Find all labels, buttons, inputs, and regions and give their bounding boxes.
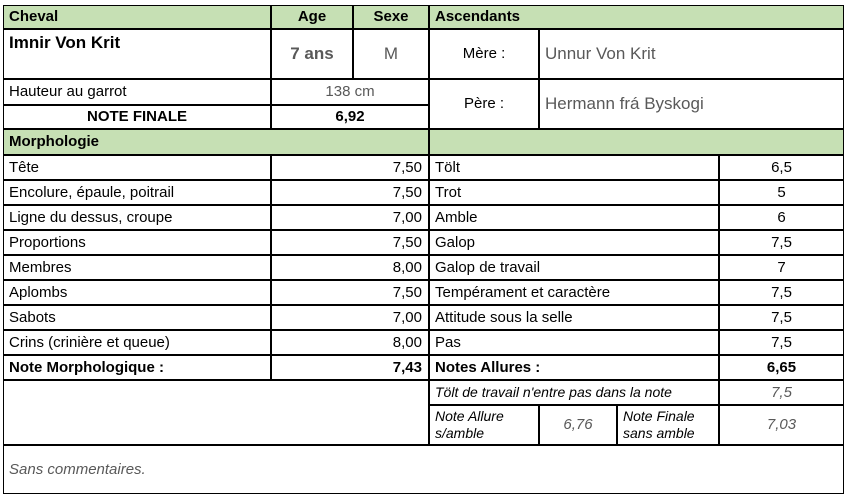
horse-age: 7 ans [271, 29, 353, 79]
allure-row-value: 7 [719, 255, 844, 280]
allure-row-label: Tölt [429, 155, 719, 180]
allure-row-value: 5 [719, 180, 844, 205]
morpho-row-label: Ligne du dessus, croupe [3, 205, 271, 230]
hauteur-value: 138 cm [271, 79, 429, 105]
mere-label: Mère : [429, 29, 539, 79]
morpho-row-value: 7,00 [271, 305, 429, 330]
finale-sans-amble-label: Note Finale sans amble [617, 405, 719, 445]
allures-total-label: Notes Allures : [429, 355, 719, 380]
morpho-row-label: Crins (crinière et queue) [3, 330, 271, 355]
morpho-row-value: 8,00 [271, 330, 429, 355]
allure-row-value: 6,5 [719, 155, 844, 180]
morpho-row-label: Membres [3, 255, 271, 280]
allure-row-label: Galop de travail [429, 255, 719, 280]
note-finale-label: NOTE FINALE [3, 105, 271, 129]
morpho-total-value: 7,43 [271, 355, 429, 380]
morpho-row-label: Aplombs [3, 280, 271, 305]
morpho-row-value: 7,00 [271, 205, 429, 230]
morpho-row-value: 7,50 [271, 180, 429, 205]
finale-sans-amble-value: 7,03 [719, 405, 844, 445]
horse-sexe: M [353, 29, 429, 79]
pere-label: Père : [429, 79, 539, 129]
allures-header-blank [429, 129, 844, 155]
morpho-row-value: 7,50 [271, 230, 429, 255]
tolt-travail-value: 7,5 [719, 380, 844, 405]
hauteur-label: Hauteur au garrot [3, 79, 271, 105]
morpho-total-label: Note Morphologique : [3, 355, 271, 380]
tolt-travail-label: Tölt de travail n'entre pas dans la note [429, 380, 719, 405]
header-cheval: Cheval [3, 5, 271, 29]
sans-amble-value: 6,76 [539, 405, 617, 445]
morpho-row-value: 7,50 [271, 155, 429, 180]
horse-name: Imnir Von Krit [3, 29, 271, 79]
allure-row-label: Galop [429, 230, 719, 255]
morpho-row-label: Tête [3, 155, 271, 180]
allure-row-value: 7,5 [719, 230, 844, 255]
allure-row-label: Tempérament et caractère [429, 280, 719, 305]
allure-row-label: Amble [429, 205, 719, 230]
allure-row-value: 7,5 [719, 330, 844, 355]
pere-name: Hermann frá Byskogi [539, 79, 844, 129]
note-finale-value: 6,92 [271, 105, 429, 129]
morpho-row-label: Proportions [3, 230, 271, 255]
morphologie-title: Morphologie [3, 129, 429, 155]
allure-row-value: 7,5 [719, 305, 844, 330]
morpho-row-value: 8,00 [271, 255, 429, 280]
morpho-row-label: Sabots [3, 305, 271, 330]
header-age: Age [271, 5, 353, 29]
allures-total-value: 6,65 [719, 355, 844, 380]
allure-row-value: 7,5 [719, 280, 844, 305]
morpho-row-value: 7,50 [271, 280, 429, 305]
allure-row-label: Trot [429, 180, 719, 205]
header-ascendants: Ascendants [429, 5, 844, 29]
commentaires: Sans commentaires. [3, 445, 844, 494]
allure-row-label: Attitude sous la selle [429, 305, 719, 330]
morpho-row-label: Encolure, épaule, poitrail [3, 180, 271, 205]
sans-amble-label: Note Allure s/amble [429, 405, 539, 445]
blank-notes-cell [3, 380, 429, 445]
allure-row-label: Pas [429, 330, 719, 355]
allure-row-value: 6 [719, 205, 844, 230]
mere-name: Unnur Von Krit [539, 29, 844, 79]
header-sexe: Sexe [353, 5, 429, 29]
